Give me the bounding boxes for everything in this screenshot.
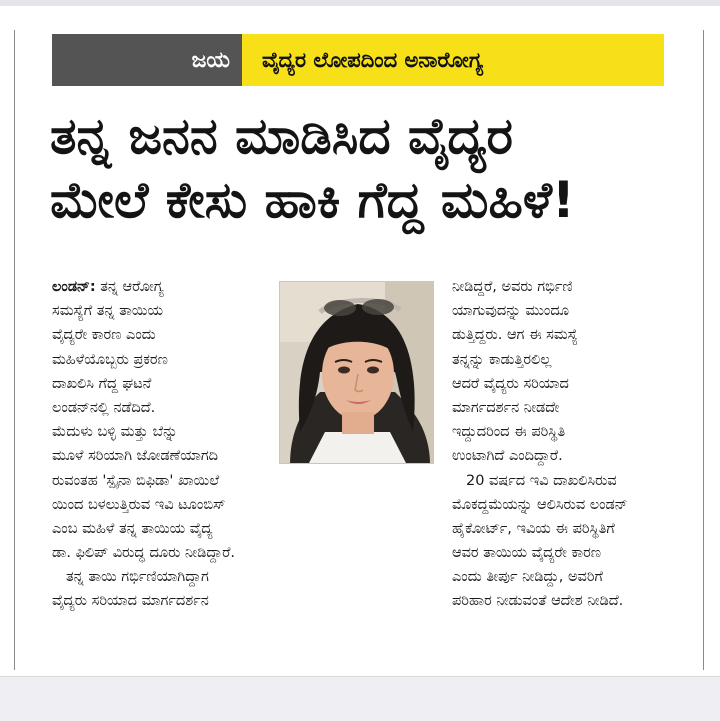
headline xyxy=(50,104,670,232)
article-line: ರುವಂತಹ 'ಸ್ಪೈನಾ ಬಿಫಿಡಾ' ಖಾಯಿಲೆ xyxy=(52,472,220,489)
article-line: ಮೊಕದ್ದಮೆಯನ್ನು ಆಲಿಸಿರುವ ಲಂಡನ್ xyxy=(452,496,628,513)
dateline: ಲಂಡನ್: xyxy=(52,279,96,295)
article-line: ಯಾಗುವುದನ್ನು ಮುಂದೂ xyxy=(452,303,569,320)
article-line: ಡುತ್ತಿದ್ದರು. ಆಗ ಈ ಸಮಸ್ಯೆ xyxy=(452,327,578,344)
article-line: ಹೈಕೋರ್ಟ್, ಇವಿಯ ಈ ಪರಿಸ್ಥಿತಿಗೆ xyxy=(452,520,615,537)
article-line: ತನ್ನನ್ನು ಕಾಡುತ್ತಿರಲಿಲ್ಲ xyxy=(452,351,552,368)
article-line: ಉಂಟಾಗಿದೆ ಎಂದಿದ್ದಾರೆ. xyxy=(452,448,563,465)
bottom-band xyxy=(0,676,720,721)
kicker-tag: ಜಯ xyxy=(52,34,242,86)
article-line: ಡಾ. ಫಿಲಿಪ್ ವಿರುದ್ಧ ದೂರು ನೀಡಿದ್ದಾರೆ. xyxy=(52,545,236,562)
article-line: ಮಹಿಳೆಯೊಬ್ಬರು ಪ್ರಕರಣ xyxy=(52,351,168,368)
right-column-rule xyxy=(703,30,704,670)
article-line: ಮಾರ್ಗದರ್ಶನ ನೀಡದೇ xyxy=(452,399,560,416)
headline-line-1: ತನ್ನ ಜನನ ಮಾಡಿಸಿದ ವೈದ್ಯರ xyxy=(50,107,513,165)
kicker-text: ವೈದ್ಯರ ಲೋಪದಿಂದ ಅನಾರೋಗ್ಯ xyxy=(242,34,664,86)
article-line: ವೈದ್ಯರು ಸರಿಯಾದ ಮಾರ್ಗದರ್ಶನ xyxy=(52,593,209,610)
article-line: ಸಮಸ್ಯೆಗೆ ತನ್ನ ತಾಯಿಯ xyxy=(52,303,164,320)
article-right-column xyxy=(452,275,664,614)
article-line: ಪರಿಹಾರ ನೀಡುವಂತೆ ಆದೇಶ ನೀಡಿದೆ. xyxy=(452,593,624,610)
kicker-bar xyxy=(52,34,664,86)
headline-line-2: ಮೇಲೆ ಕೇಸು ಹಾಕಿ ಗೆದ್ದ ಮಹಿಳೆ! xyxy=(50,171,575,229)
portrait-illustration xyxy=(280,282,434,464)
article-line: ಮೂಳೆ ಸರಿಯಾಗಿ ಜೋಡಣೆಯಾಗದಿ xyxy=(52,448,219,465)
article-line: ಆವರ ತಾಯಿಯ ವೈದ್ಯರೇ ಕಾರಣ xyxy=(452,545,602,562)
left-column-rule xyxy=(14,30,15,670)
article-line: ಆದರೆ ವೈದ್ಯರು ಸರಿಯಾದ xyxy=(452,375,569,392)
top-rule xyxy=(0,0,720,6)
article-line: ವೈದ್ಯರೇ ಕಾರಣ ಎಂದು xyxy=(52,327,156,344)
woman-portrait-photo xyxy=(279,281,434,464)
article-line: ಲಂಡನ್: ತನ್ನ ಆರೋಗ್ಯ xyxy=(52,279,164,295)
article-line: ಎಂಬ ಮಹಿಳೆ ತನ್ನ ತಾಯಿಯ ವೈದ್ಯ xyxy=(52,520,213,537)
article-line: ಯಿಂದ ಬಳಲುತ್ತಿರುವ ಇವಿ ಟೂಂಬಿಸ್ xyxy=(52,496,226,513)
article-line: ಲಂಡನ್‌ನಲ್ಲಿ ನಡೆದಿದೆ. xyxy=(52,399,156,416)
article-left-column xyxy=(52,275,270,614)
article-line: ದಾಖಲಿಸಿ ಗೆದ್ದ ಘಟನೆ xyxy=(52,375,152,392)
article-line: ನೀಡಿದ್ದರೆ, ಅವರು ಗರ್ಭಿಣಿ xyxy=(452,279,573,295)
article-line: ಎಂದು ತೀರ್ಪು ನೀಡಿದ್ದು, ಅವರಿಗೆ xyxy=(452,569,603,586)
article-line: 20 ವರ್ಷದ ಇವಿ ದಾಖಲಿಸಿರುವ xyxy=(466,472,617,489)
article-line: ಮೆದುಳು ಬಳ್ಳಿ ಮತ್ತು ಬೆನ್ನು xyxy=(52,424,178,441)
article-line: ತನ್ನ ತಾಯಿ ಗರ್ಭಿಣಿಯಾಗಿದ್ದಾಗ xyxy=(66,569,209,586)
article-line: ಇದ್ದುದರಿಂದ ಈ ಪರಿಸ್ಥಿತಿ xyxy=(452,424,566,441)
